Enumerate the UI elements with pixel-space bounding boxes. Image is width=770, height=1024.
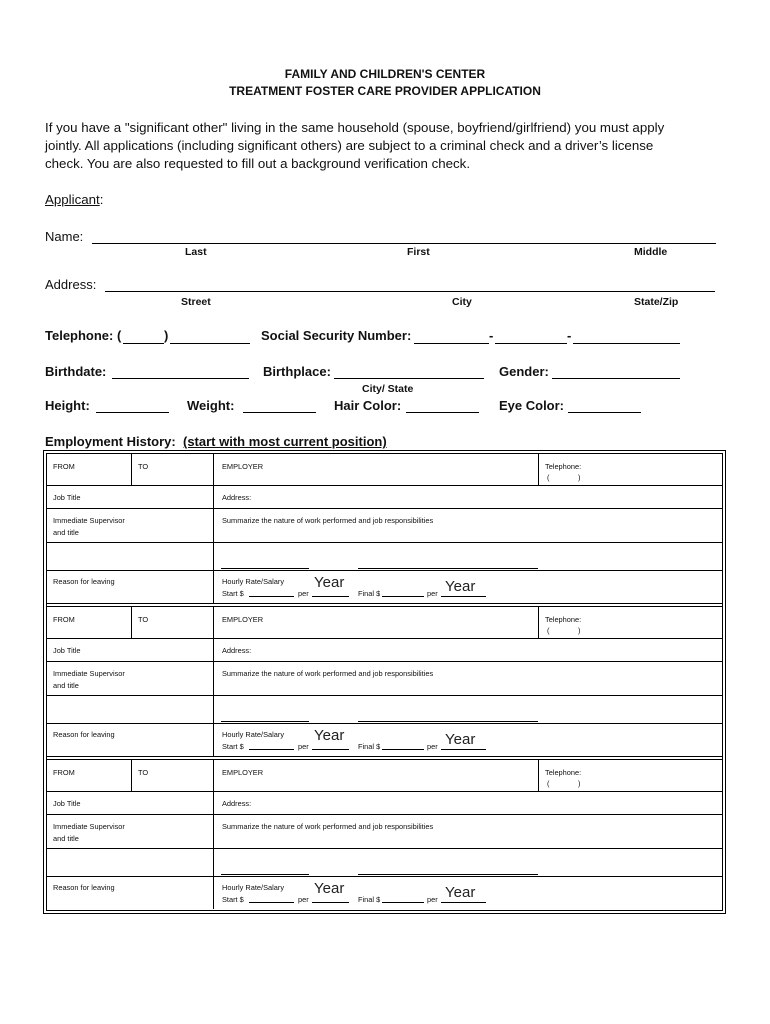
entry-3-col-line-3	[538, 759, 539, 791]
entry-3-supervisor-label-1: Immediate Supervisor	[53, 822, 125, 831]
entry-3-summarize-label: Summarize the nature of work performed and job responsibilities	[222, 822, 434, 831]
entry-3-separator-inner	[46, 759, 723, 760]
entry-2-start-per-label: per	[298, 742, 309, 751]
entry-3-to-label: TO	[138, 768, 149, 777]
entry-1-telephone-paren-open: (	[547, 473, 550, 482]
entry-2-final-per-label: per	[427, 742, 438, 751]
address-sub-street: Street	[181, 296, 211, 308]
entry-3-telephone-paren-close: )	[578, 779, 581, 788]
entry-2-job-title-label: Job Title	[53, 646, 81, 655]
entry-2-address-label: Address:	[222, 646, 252, 655]
entry-1-hourly-label: Hourly Rate/Salary	[222, 577, 285, 586]
height-field[interactable]	[96, 412, 169, 413]
address-sub-city: City	[452, 296, 472, 308]
entry-3-job-title-label: Job Title	[53, 799, 81, 808]
entry-1-row-line-3	[46, 542, 723, 543]
gender-label: Gender:	[499, 364, 549, 379]
name-label: Name:	[45, 229, 84, 244]
entry-2-telephone-paren-open: (	[547, 626, 550, 635]
entry-3-row-line-4	[46, 876, 723, 877]
entry-2-separator-outer	[46, 603, 723, 604]
entry-2-final-field[interactable]	[382, 749, 424, 750]
hair-color-label: Hair Color:	[334, 398, 402, 413]
entry-1-to-label: TO	[138, 462, 149, 471]
intro-line-2: jointly. All applications (including significant others) are subject to a criminal check and a driver’s license	[45, 138, 654, 153]
form-subtitle: TREATMENT FOSTER CARE PROVIDER APPLICATION	[229, 84, 541, 98]
entry-1-row-line-1	[46, 485, 723, 486]
entry-1-employer-label: EMPLOYER	[222, 462, 264, 471]
name-field[interactable]	[92, 243, 716, 244]
entry-2-final-label: Final $	[358, 742, 381, 751]
entry-1-supervisor-label-2: and title	[53, 528, 79, 537]
entry-2-to-label: TO	[138, 615, 149, 624]
birthplace-field[interactable]	[334, 378, 484, 379]
address-field[interactable]	[105, 291, 715, 292]
entry-3-row-line-1	[46, 791, 723, 792]
name-sub-last: Last	[185, 246, 207, 258]
telephone-number-field[interactable]	[170, 343, 250, 344]
entry-3-col-line-1	[131, 759, 132, 791]
entry-3-final-field[interactable]	[382, 902, 424, 903]
entry-2-row-line-3	[46, 695, 723, 696]
entry-2-summary-line-2[interactable]	[358, 721, 538, 722]
entry-3-supervisor-label-2: and title	[53, 834, 79, 843]
entry-1-address-label: Address:	[222, 493, 252, 502]
entry-3-final-year: Year	[445, 884, 476, 901]
entry-3-row-line-3	[46, 848, 723, 849]
birthplace-label: Birthplace:	[263, 364, 331, 379]
entry-2-supervisor-label-1: Immediate Supervisor	[53, 669, 125, 678]
entry-2-summary-line-1[interactable]	[221, 721, 309, 722]
entry-1-telephone-label: Telephone:	[545, 462, 582, 471]
entry-2-start-year: Year	[314, 727, 345, 744]
ssn-part2-field[interactable]	[495, 343, 567, 344]
entry-2-telephone-label: Telephone:	[545, 615, 582, 624]
weight-field[interactable]	[243, 412, 316, 413]
entry-1-from-label: FROM	[53, 462, 75, 471]
entry-1-summarize-label: Summarize the nature of work performed and job responsibilities	[222, 516, 434, 525]
entry-3-address-label: Address:	[222, 799, 252, 808]
entry-1-final-year: Year	[445, 578, 476, 595]
entry-3-row-line-2	[46, 814, 723, 815]
height-label: Height:	[45, 398, 90, 413]
eye-color-label: Eye Color:	[499, 398, 565, 413]
entry-2-start-per-field[interactable]	[312, 749, 349, 750]
weight-label: Weight:	[187, 398, 235, 413]
entry-3-from-label: FROM	[53, 768, 75, 777]
entry-2-col-line-2	[213, 606, 214, 756]
entry-3-hourly-label: Hourly Rate/Salary	[222, 883, 285, 892]
ssn-label: Social Security Number:	[261, 328, 412, 343]
telephone-area-code-field[interactable]	[123, 343, 164, 344]
entry-1-start-label: Start $	[222, 589, 244, 598]
entry-1-start-per-field[interactable]	[312, 596, 349, 597]
entry-1-row-line-4	[46, 570, 723, 571]
telephone-label: Telephone: (	[45, 328, 122, 343]
entry-3-final-label: Final $	[358, 895, 381, 904]
entry-1-final-per-label: per	[427, 589, 438, 598]
entry-3-start-field[interactable]	[249, 902, 294, 903]
entry-1-col-line-1	[131, 453, 132, 485]
entry-2-col-line-3	[538, 606, 539, 638]
entry-2-summarize-label: Summarize the nature of work performed and job responsibilities	[222, 669, 434, 678]
entry-2-employer-label: EMPLOYER	[222, 615, 264, 624]
form-title: FAMILY AND CHILDREN'S CENTER	[284, 67, 486, 81]
entry-2-final-per-field[interactable]	[441, 749, 486, 750]
entry-3-telephone-label: Telephone:	[545, 768, 582, 777]
entry-3-employer-label: EMPLOYER	[222, 768, 264, 777]
birthplace-sub: City/ State	[362, 383, 414, 395]
applicant-heading	[45, 192, 103, 207]
entry-2-row-line-1	[46, 638, 723, 639]
entry-2-telephone-paren-close: )	[578, 626, 581, 635]
entry-2-col-line-1	[131, 606, 132, 638]
entry-2-start-label: Start $	[222, 742, 244, 751]
entry-3-start-per-field[interactable]	[312, 902, 349, 903]
entry-1-col-line-2	[213, 453, 214, 603]
entry-3-final-per-field[interactable]	[441, 902, 486, 903]
entry-1-start-year: Year	[314, 574, 345, 591]
entry-1-final-label: Final $	[358, 589, 381, 598]
entry-2-supervisor-label-2: and title	[53, 681, 79, 690]
entry-1-final-per-field[interactable]	[441, 596, 486, 597]
applicant-heading-text: Applicant	[45, 192, 100, 207]
entry-1-supervisor-label-1: Immediate Supervisor	[53, 516, 125, 525]
entry-3-start-per-label: per	[298, 895, 309, 904]
entry-1-row-line-2	[46, 508, 723, 509]
entry-1-col-line-3	[538, 453, 539, 485]
entry-3-col-line-2	[213, 759, 214, 909]
entry-3-reason-label: Reason for leaving	[53, 883, 115, 892]
entry-2-start-field[interactable]	[249, 749, 294, 750]
entry-2-reason-label: Reason for leaving	[53, 730, 115, 739]
eye-color-field[interactable]	[568, 412, 641, 413]
telephone-close-paren: )	[164, 328, 169, 343]
ssn-part1-field[interactable]	[414, 343, 489, 344]
employment-heading-note: (start with most current position)	[182, 434, 387, 449]
entry-3-start-year: Year	[314, 880, 345, 897]
entry-1-reason-label: Reason for leaving	[53, 577, 115, 586]
entry-2-hourly-label: Hourly Rate/Salary	[222, 730, 285, 739]
birthdate-label: Birthdate:	[45, 364, 107, 379]
entry-1-start-field[interactable]	[249, 596, 294, 597]
ssn-dash-1: -	[489, 328, 494, 343]
ssn-dash-2: -	[567, 328, 572, 343]
birthdate-field[interactable]	[112, 378, 249, 379]
hair-color-field[interactable]	[406, 412, 479, 413]
intro-line-3: check. You are also requested to fill out a background verification check.	[45, 156, 471, 171]
entry-3-summary-line-1[interactable]	[221, 874, 309, 875]
entry-3-final-per-label: per	[427, 895, 438, 904]
entry-3-separator-outer	[46, 756, 723, 757]
employment-heading-text: Employment History:	[45, 434, 176, 449]
entry-2-row-line-4	[46, 723, 723, 724]
entry-3-start-label: Start $	[222, 895, 244, 904]
entry-1-job-title-label: Job Title	[53, 493, 81, 502]
address-sub-state-zip: State/Zip	[634, 296, 679, 308]
gender-field[interactable]	[552, 378, 680, 379]
entry-2-separator-inner	[46, 606, 723, 607]
applicant-heading-colon: :	[99, 192, 104, 207]
address-label: Address:	[45, 277, 97, 292]
name-sub-middle: Middle	[634, 246, 668, 258]
entry-1-summary-line-1[interactable]	[221, 568, 309, 569]
intro-line-1: If you have a "significant other" living in the same household (spouse, boyfriend/girlfriend) you must apply	[45, 120, 665, 135]
employment-heading	[45, 434, 387, 449]
entry-2-row-line-2	[46, 661, 723, 662]
entry-3-summary-line-2[interactable]	[358, 874, 538, 875]
entry-3-telephone-paren-open: (	[547, 779, 550, 788]
entry-1-summary-line-2[interactable]	[358, 568, 538, 569]
ssn-part3-field[interactable]	[573, 343, 680, 344]
entry-2-final-year: Year	[445, 731, 476, 748]
name-sub-first: First	[407, 246, 430, 258]
entry-1-start-per-label: per	[298, 589, 309, 598]
entry-2-from-label: FROM	[53, 615, 75, 624]
entry-1-final-field[interactable]	[382, 596, 424, 597]
entry-1-telephone-paren-close: )	[578, 473, 581, 482]
